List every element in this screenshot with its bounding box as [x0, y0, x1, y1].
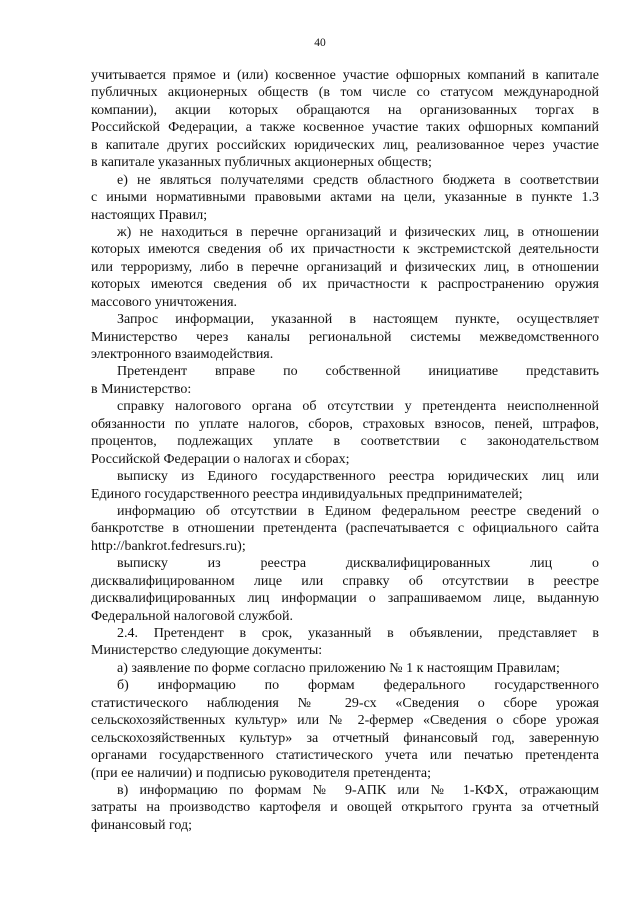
text-line: компании), акции которых обращаются на организованных торгах в [91, 102, 599, 118]
text-line: http://bankrot.fedresurs.ru); [91, 538, 246, 554]
text-line: настоящих Правил; [91, 207, 208, 223]
text-line: процентов, подлежащих уплате в соответствии с законодательством [91, 434, 599, 450]
text-line: Российской Федерации, а также косвенное участие таких офшорных компаний [91, 120, 599, 136]
text-line: сельскохозяйственных культур» за отчетный финансовый год, заверенную [91, 730, 599, 746]
text-line: обязанности по уплате налогов, сборов, страховых взносов, пеней, штрафов, [91, 416, 599, 432]
text-line: б) информацию по формам федерального государственного [117, 678, 599, 694]
text-line: ж) не находиться в перечне организаций и физических лиц, в отношении [117, 224, 599, 240]
text-line: электронного взаимодействия. [91, 347, 274, 362]
text-line: в капитале указанных публичных акционерных обществ; [91, 155, 432, 171]
text-line: Министерство через каналы региональной системы межведомственного [91, 329, 599, 345]
text-line: в) информацию по формам № 9-АПК или № 1-КФХ, отражающим [117, 782, 599, 798]
text-line: Претендент вправе по собственной инициативе представить [117, 364, 599, 380]
text-line: Федеральной налоговой службой. [91, 608, 293, 624]
text-line: финансовый год; [91, 817, 192, 833]
text-line: учитывается прямое и (или) косвенное участие офшорных компаний в капитале [91, 68, 599, 83]
text-line: (при ее наличии) и подписью руководителя претендента; [91, 765, 431, 781]
text-line: банкротстве в отношении претендента (распечатывается с официального сайта [91, 521, 599, 537]
document-body [91, 67, 599, 834]
text-line: с иными нормативными правовыми актами на цели, указанные в пункте 1.3 [91, 190, 599, 206]
text-line: в капитале других российских юридических лиц, реализованное через участие [91, 137, 599, 153]
text-line: Российской Федерации о налогах и сборах; [91, 451, 350, 467]
text-line: которых имеются сведения об их причастности к распространению оружия [91, 277, 599, 293]
text-line: а) заявление по форме согласно приложению № 1 к настоящим Правилам; [117, 660, 560, 676]
text-line: Министерство следующие документы: [91, 643, 323, 659]
page-number: 40 [314, 37, 326, 49]
text-line: справку налогового органа об отсутствии у претендента неисполненной [117, 399, 599, 415]
text-line: сельскохозяйственных культур» или № 2-фермер «Сведения о сборе урожая [91, 713, 599, 729]
text-line: выписку из реестра дисквалифицированных лиц о [117, 556, 599, 572]
text-line: публичных акционерных обществ (в том числе со статусом международной [91, 85, 599, 101]
text-line: выписку из Единого государственного реестра юридических лиц или [117, 469, 599, 485]
text-line: органами государственного статистического учета или печатью претендента [91, 748, 599, 764]
text-line: е) не являться получателями средств областного бюджета в соответствии [117, 172, 599, 188]
text-line: информацию об отсутствии в Едином федеральном реестре сведений о [117, 503, 599, 519]
text-line: или терроризму, либо в перечне организаций и физических лиц, в отношении [91, 259, 599, 275]
text-line: 2.4. Претендент в срок, указанный в объявлении, представляет в [117, 626, 599, 641]
text-line: в Министерство: [91, 381, 192, 397]
text-line: статистического наблюдения № 29-сх «Сведения о сборе урожая [91, 695, 599, 711]
text-line: дисквалифицированных лиц информации о запрашиваемом лице, выданную [91, 591, 599, 607]
text-line: которых имеются сведения об их причастности к экстремистской деятельности [91, 242, 599, 258]
text-line: Запрос информации, указанной в настоящем пункте, осуществляет [117, 312, 599, 328]
text-line: затраты на производство картофеля и овощей открытого грунта за отчетный [91, 800, 599, 816]
text-line: дисквалифицированном лице или справку об отсутствии в реестре [91, 573, 599, 589]
text-line: Единого государственного реестра индивидуальных предпринимателей; [91, 486, 523, 502]
text-line: массового уничтожения. [91, 294, 238, 310]
